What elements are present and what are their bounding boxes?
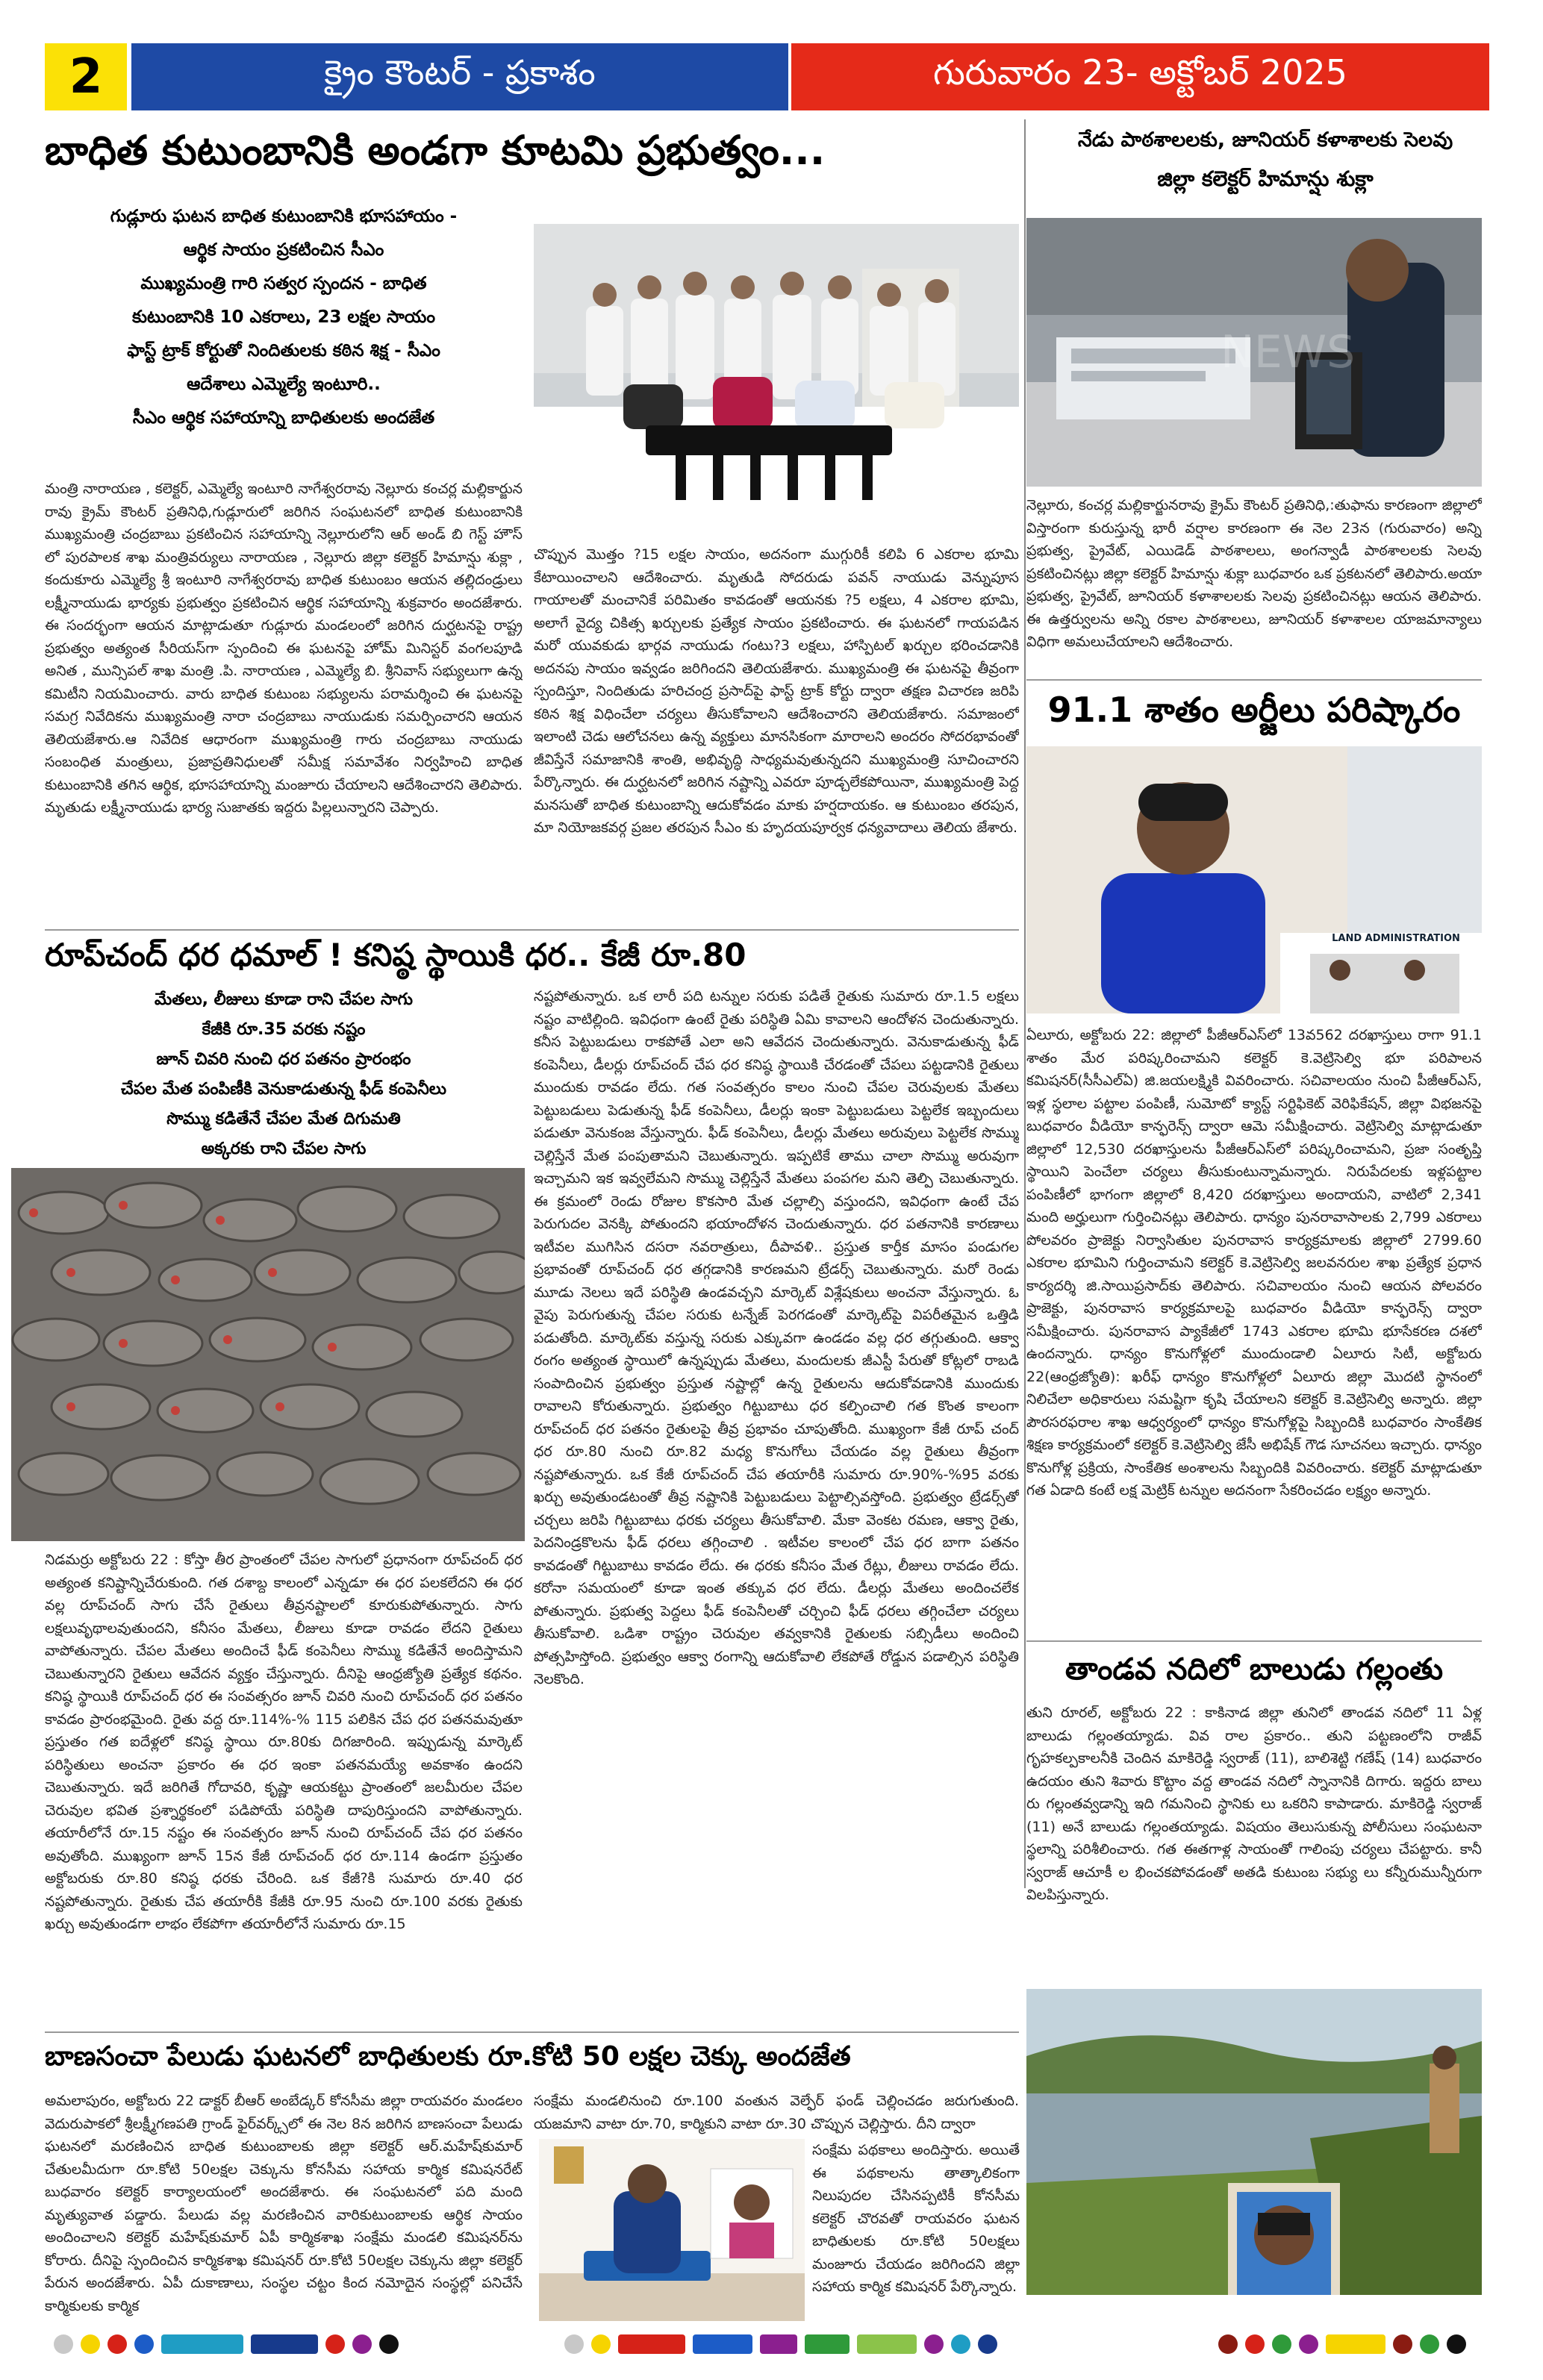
color-bar (857, 2334, 917, 2354)
story3-headline: 91.1 శాతం అర్జీలు పరిష్కారం (1047, 690, 1461, 730)
color-dot (564, 2334, 584, 2354)
story1-body-col2: చొప్పున మొత్తం ?15 లక్షల సాయం, అదనంగా ముగ్గురికీ కలిపి 6 ఎకరాల భూమి కేటాయించాలని ఆదేశించారు. మృతుడి సోదరుడు పవన్ నాయుడు వెన్నుపూస గాయాలతో మంచానికే పరిమితం కావడంతో ఆయనకు ?5 లక్షలు, 4 ఎకరాల భూమి, అలాగే వైద్య చికిత్స ఖర్చులకు ప్రత్యేక సాయం ప్రకటించారు. ఈ ఘటనలో గాయపడిన మరో యువకుడు భార్గవ నాయుడు గంటు?3 లక్షలు, హాస్పిటల్ ఖర్చుల భరించడానికి అదనపు సాయం ఇవ్వడం జరిగిందని తెలియజేశారు. ముఖ్యమంత్రి ఈ ఘటనపై తీవ్రంగా స్పందిస్తూ, నిందితుడు హరిచంద్ర ప్రసాద్‌పై ఫాస్ట్ ట్రాక్ కోర్టు ద్వారా తక్షణ విచారణ జరిపి కఠిన శిక్ష విధించేలా చర్యలు తీసుకోవాలని ఆదేశించారని తెలియజేశారు. సమాజంలో ఇలాంటి చెడు ఆలోచనలు ఉన్న వ్యక్తులు మానసికంగా మారాలని అందరం సోదరభావంతో జీవిస్తేనే సమాజానికి శాంతి, అభివృద్ధి సాధ్యమవుతున్నదని ముఖ్యమంత్రి సూచించారని పేర్కొన్నారు. ఈ దుర్ఘటనలో జరిగిన నష్టాన్ని ఎవరూ పూడ్చలేకపోయినా, ముఖ్యమంత్రి పెద్ద మనసుతో బాధిత కుటుంబాన్ని ఆదుకోవడం మాకు హర్షదాయకం. ఆ కుటుంబం తరపున, మా నియోజకవర్గ ప్రజల తరపున సీఎం కు హృదయపూర్వక ధన్యవాదాలు తెలియ జేశారు. (534, 546, 1019, 836)
newspaper-title: క్రైం కౌంటర్ - ప్రకాశం (131, 43, 788, 110)
story4-subhead: కేజీకి రూ.35 వరకు నష్టం (202, 1020, 366, 1039)
footer-color-strip-right (1218, 2334, 1466, 2354)
color-dot (1393, 2334, 1412, 2354)
story1-press-meet-photo (534, 224, 1019, 536)
color-bar (161, 2334, 243, 2354)
color-dot (1272, 2334, 1291, 2354)
story-divider (45, 2031, 1019, 2033)
color-dot (591, 2334, 611, 2354)
color-bar (805, 2334, 850, 2354)
story2-headline: నేడు పాఠశాలలకు, జూనియర్ కళాశాలకు సెలవు (1077, 128, 1453, 152)
color-bar (618, 2334, 685, 2354)
story4-subheads (45, 985, 523, 1164)
story1-subhead: సీఎం ఆర్థిక సహాయాన్ని బాధితులకు అందజేత (132, 408, 435, 428)
story4-subhead: మేతలు, లీజులు కూడా రాని చేపల సాగు (155, 990, 413, 1009)
svg-text:NEWS: NEWS (1221, 326, 1356, 378)
story3-body: ఏలూరు, అక్టోబరు 22: జిల్లాలో పీజీఆర్ఎస్‌లో 13వ562 దరఖాస్తులు రాగా 91.1 శాతం మేర పరిష్కరించామని కలెక్టర్ కె.వెట్రిసెల్వి భూ పరిపాలన కమిషనర్(సీసీఎల్ఏ) జి.జయలక్ష్మికి వివరించారు. సచివాలయం నుంచి పీజీఆర్ఎస్, ఇళ్ల స్థలాల పట్టాల పంపిణీ, సుమోటో క్యాస్ట్ సర్టిఫికెట్ వెరిఫికేషన్, జిల్లా విభజనపై బుధవారం వీడియో కాన్ఫరెన్స్ ద్వారా ఆమె సమీక్షించారు. వెట్రిసెల్వి మాట్లాడుతూ జిల్లాలో 12,530 దరఖాస్తులను పీజీఆర్ఎస్‌లో పరిష్కరించామని, ప్రజా సంతృప్తి స్థాయిని పెంచేలా చర్యలు తీసుకుంటున్నామన్నారు. నిరుపేదలకు ఇళ్లపట్టాల పంపిణీలో భాగంగా జిల్లాలో 8,420 దరఖాస్తులు అందాయని, వాటిలో 2,341 మంది అర్హులుగా గుర్తించినట్లు తెలిపారు. ధాన్యం పునరావాసాలకు 2,799 ఎకరాలు పోలవరం ప్రాజెక్టు నిర్వాసితుల పునరావాస కార్యక్రమాలకు జిల్లాలో 2799.60 ఎకరాల భూమిని గుర్తించామని కలెక్టర్ కె.వెట్రిసెల్వి జలవనరుల శాఖ ప్రత్యేక ప్రధాన కార్యదర్శి జి.సాయిప్రసాద్‌కు తెలిపారు. సచివాలయం నుంచి ఆయన పోలవరం ప్రాజెక్టు, పునరావాస కార్యక్రమాలపై బుధవారం వీడియో కాన్ఫరెన్స్ ద్వారా సమీక్షించారు. పునరావాస ప్యాకేజీలో 1743 ఎకరాల భూమి భూసేకరణ దశలో ఉందన్నారు. ధాన్యం కొనుగోళ్లలో ముందుండాలి ఏలూరు సిటీ, అక్టోబరు 22(ఆంధ్రజ్యోతి): ఖరీఫ్ ధాన్యం కొనుగోళ్లలో ఏలూరు జిల్లా మొదటి స్థానంలో నిలిచేలా అధికారులు సమష్టిగా కృషి చేయాలని కలెక్టర్ కె.వెట్రిసెల్వి అన్నారు. జిల్లా పౌరసరఫరాల శాఖ ఆధ్వర్యంలో ధాన్యం కొనుగోళ్లపై సిబ్బందికి బుధవారం సాంకేతిక శిక్షణ కార్యక్రమంలో కలెక్టర్ కె.వెట్రిసెల్వి జేసీ అభిషేక్ గౌడ సూచనలు ఇచ్చారు. ధాన్యం కొనుగోళ్ల ప్రక్రియ, సాంకేతిక అంశాలను సిబ్బందికి వివరించారు. కలెక్టర్ మాట్లాడుతూ గత ఏడాది కంటే లక్ష మెట్రిక్ టన్నుల అదనంగా సేకరించడం లక్ష్యం అన్నారు. (1026, 1027, 1482, 1499)
story1-subhead: గుడ్లూరు ఘటన బాధిత కుటుంబానికి భూసహాయం - (110, 207, 458, 226)
story4-body-col1: నిడమర్రు అక్టోబరు 22 : కోస్తా తీర ప్రాంతంలో చేపల సాగులో ప్రధానంగా రూప్‌చంద్ ధర అత్యంత కనిష్టాన్నిచేరుకుంది. గత దశాబ్ద కాలంలో ఎన్నడూ ఈ ధర పలకలేదని ఈ ధర వల్ల రూప్‌చంద్ సాగు చేసే రైతులు తీవ్రనష్టాలలో కూరుకుపోతున్నారు. సాగు లక్షలువృథాలవుతుందని, కనీసం మేతలు, లీజులు కూడా రావడం లేదని రైతులు వాపోతున్నారు. చేపల మేతలు అందించే ఫీడ్ కంపెనీలు సొమ్ము కడితేనే అందిస్తామని చెబుతున్నారని రైతులు ఆవేదన వ్యక్తం చేస్తున్నారు. దీనిపై ఆంధ్రజ్యోతి ప్రత్యేక కథనం. కనిష్ఠ స్థాయికి రూప్‌చంద్ ధర ఈ సంవత్సరం జూన్ చివరి నుంచి రూప్‌చంద్ ధర పతనం కావడం ప్రారంభమైంది. రైతు వద్ద రూ.114%-% 115 పలికిన చేప ధర పతనమవుతూ ప్రస్తుతం గత ఐదేళ్లలో కనిష్ఠ స్థాయి రూ.80కు దిగజారింది. ఇప్పుడున్న మార్కెట్ పరిస్థితులు అంచనా ప్రకారం ఈ ధర ఇంకా పతనమయ్యే అవకాశం ఉందని చెబుతున్నారు. ఇదే జరిగితే గోదావరి, కృష్ణా ఆయకట్టు ప్రాంతంలో జలమీరుల చేపల చెరువుల భవిత ప్రశ్నార్థకంలో పడిపోయే పరిస్థితి దాపురిస్తుందని వాపోతున్నారు. తయారీలోనే రూ.15 నష్టం ఈ సంవత్సరం జూన్ నుంచి రూప్‌చంద్ చేప ధర పతనం అవుతోంది. ముఖ్యంగా జూన్ 15న కేజీ రూప్‌చంద్ ధర రూ.114 ఉండగా ప్రస్తుతం అక్టోబరుకు రూ.80 కనిష్ఠ ధరకు చేరింది. ఒక కేజీ?కి సుమారు రూ.40 ధర నష్టపోతున్నారు. రైతుకు చేప తయారీకి కేజీకి రూ.95 నుంచి రూ.100 వరకు రైతుకు ఖర్చు అవుతుండగా లాభం లేకపోగా తయారీలోనే సుమారు రూ.15 (45, 1552, 523, 1932)
story1-subheads (45, 200, 523, 435)
color-dot (1420, 2334, 1439, 2354)
color-dot (1218, 2334, 1238, 2354)
story-divider (45, 929, 1019, 931)
issue-date: గురువారం 23- అక్టోబర్ 2025 (791, 43, 1489, 110)
story1-subhead: ఫాస్ట్ ట్రాక్ కోర్టుతో నిందితులకు కఠిన శిక్ష - సీఎం (127, 341, 440, 360)
story6-body-col2a: సంక్షేమ మండలినుంచి రూ.100 వంతున వెల్ఫేర్ ఫండ్ చెల్లించడం జరుగుతుంది. యజమాని వాటా రూ.70, కార్మికుని వాటా రూ.30 చొప్పున చెల్లిస్తారు. దీని ద్వారా (534, 2093, 1019, 2132)
story6-body-col1: అమలాపురం, అక్టోబరు 22 డాక్టర్ బీఆర్ అంబేడ్కర్ కోనసీమ జిల్లా రాయవరం మండలం వెదురుపాకలో శ్రీలక్ష్మీగణపతి గ్రాండ్ ఫైర్‌వర్క్స్‌లో ఈ నెల 8న జరిగిన బాణసంచా పేలుడు ఘటనలో మరణించిన బాధిత కుటుంబాలకు జిల్లా కలెక్టర్ ఆర్.మహేష్‌కుమార్ చేతులమీదుగా రూ.కోటి 50లక్షల చెక్కును కోనసీమ సహాయ కార్మిక కమిషనరేట్ బుధవారం కలెక్టర్ కార్యాలయంలో అందజేశారు. ఈ సంఘటనలో పది మంది మృత్యువాత పడ్డారు. పేలుడు వల్ల మరణించిన వారికుటుంబాలకు ఆర్థిక సాయం అందించాలని కలెక్టర్ మహేష్‌కుమార్ ఏపీ కార్మికశాఖ సంక్షేమ మండలి కమిషనర్‌ను కోరారు. దీనిపై స్పందించిన కార్మికశాఖ కమిషనర్ రూ.కోటి 50లక్షల చెక్కును జిల్లా కలెక్టర్ పేరున అందజేశారు. ఏపీ దుకాణాలు, సంస్థల చట్టం కింద నమోదైన సంస్థల్లో పనిచేసే కార్మికులకు కార్మిక (45, 2093, 523, 2314)
story2-byline: జిల్లా కలెక్టర్ హిమాన్షు శుక్లా (1157, 166, 1374, 191)
story1-headline: బాధిత కుటుంబానికి అండగా కూటమి ప్రభుత్వం... (45, 127, 826, 174)
color-dot (379, 2334, 399, 2354)
story5-river-photo (1026, 1989, 1482, 2295)
story4-headline: రూప్‌చంద్ ధర ధమాల్ ! కనిష్ఠ స్థాయికి ధర.. కేజీ రూ.80 (45, 937, 746, 973)
story6-headline: బాణసంచా పేలుడు ఘటనలో బాధితులకు రూ.కోటి 50 లక్షల చెక్కు అందజేత (45, 2041, 851, 2072)
color-bar (693, 2334, 752, 2354)
story1-subhead: కుటుంబానికి 10 ఎకరాలు, 23 లక్షల సాయం (132, 307, 435, 327)
color-dot (325, 2334, 345, 2354)
color-dot (978, 2334, 997, 2354)
story4-subhead: జూన్ చివరి నుంచి ధర పతనం ప్రారంభం (156, 1050, 411, 1069)
page-number: 2 (45, 43, 127, 110)
story2-body: నెల్లూరు, కంచర్ల మల్లికార్జునరావు క్రైమ్ కౌంటర్ ప్రతినిధి,:తుఫాను కారణంగా జిల్లాలో విస్తారంగా కురుస్తున్న భారీ వర్షాల కారణంగా ఈ నెల 23న (గురువారం) అన్ని ప్రభుత్వ, ప్రైవేట్, ఎయిడెడ్ పాఠశాలలు, అంగన్వాడీ పాఠశాలలకు సెలవు ప్రకటించినట్లు జిల్లా కలెక్టర్ హిమాన్షు శుక్లా బుధవారం ఒక ప్రకటనలో తెలిపారు.అయా ప్రభుత్వ, ప్రైవేట్, జూనియర్ కళాశాలలకు సెలవు ప్రకటించినట్లు ఆయన తెలిపారు. ఈ ఉత్తర్వులను అన్ని రకాల పాఠశాలలు, జూనియర్ కళాశాలల యాజమాన్యాలు విధిగా అమలుచేయాలని ఆదేశించారు. (1026, 497, 1482, 650)
story3-photo-caption: LAND ADMINISTRATION (1332, 933, 1460, 944)
color-dot (1299, 2334, 1318, 2354)
color-dot (951, 2334, 970, 2354)
color-dot (81, 2334, 100, 2354)
color-dot (1245, 2334, 1265, 2354)
story5-headline: తాండవ నదిలో బాలుడు గల్లంతు (1064, 1652, 1444, 1687)
footer-color-strip-center (564, 2334, 997, 2354)
story6-cheque-photo (539, 2139, 805, 2321)
story4-subhead: చేపల మేత పంపిణీకి వెనుకాడుతున్న ఫీడ్ కంపెనీలు (121, 1080, 446, 1099)
story-divider (1026, 679, 1482, 681)
color-dot (54, 2334, 73, 2354)
story2-collector-photo (1026, 218, 1482, 487)
color-dot (352, 2334, 372, 2354)
color-dot (1447, 2334, 1466, 2354)
color-dot (924, 2334, 944, 2354)
story3-video-conference-photo (1026, 746, 1482, 1013)
story6-body-col2b: సంక్షేమ పథకాలు అందిస్తారు. అయితే ఈ పథకాలను తాత్కాలికంగా నిలుపుదల చేసినప్పటికీ కోనసీమ కలెక్టర్ చొరవతో రాయవరం ఘటన బాధితులకు రూ.కోటి 50లక్షలు మంజూరు చేయడం జరిగిందని జిల్లా సహాయ కార్మిక కమిషనర్ పేర్కొన్నారు. (812, 2142, 1020, 2295)
color-bar (251, 2334, 318, 2354)
story4-body-col2: నష్టపోతున్నారు. ఒక లారీ పది టన్నుల సరుకు పడితే రైతుకు సుమారు రూ.1.5 లక్షలు నష్టం వాటిల్లింది. ఇవిధంగా ఉంటే రైతు పరిస్థితి ఏమి కావాలని ఆందోళన చెందుతున్నారు. కనీస పెట్టుబడులు రాకపోతే ఎలా అని ఆవేదన చెందుతున్నారు. వెనుకాడుతున్న ఫీడ్ కంపెనీలు, డీలర్లు రూప్‌చంద్ చేప ధర కనిష్ఠ స్థాయికి చేరడంతో చేపలు పట్టడానికి రైతులు ముందుకు రావడం లేదు. గత సంవత్సరం కాలం నుంచి చేపల చెరువులకు మేతలు పెట్టుబడులు పెడుతున్న ఫీడ్ కంపెనీలు, డీలర్లు ఇంకా పెట్టుబడులు పెట్టలేక ఇబ్బందులు పడుతూ వెనుకంజ వేస్తున్నారు. ఫీడ్ కంపెనీలు, డీలర్లు మేతలు అరువులు పెట్టలేక సొమ్ము చెల్లిస్తేనే మేత పంపుతామని చెబుతున్నారు. ఇప్పటికే తాము చాలా సొమ్ము అరువుగా ఇచ్చామని ఇక ఇవ్వలేమని సొమ్ము చెల్లిస్తేనే మేతలు పంపగల మని తెల్పి చెబుతున్నారు. ఈ క్రమంలో రెండు రోజుల కొకసారి మేత చల్లాల్సి వస్తుందని, ఇవిధంగా ఉంటే చేప పెరుగుదల వెనక్కి పోతుందని భయాందోళన చెందుతున్నారు. ధర పతనానికి కారణాలు ఇటీవల ముగిసిన దసరా నవరాత్రులు, దీపావళి.. ప్రస్తుత కార్తీక మాసం పండుగల ప్రభావంతో రూప్‌చంద్ ధర తగ్గడానికి కారణమని ట్రేడర్స్ చెబుతున్నారు. మరో రెండు మూడు నెలలు ఇదే పరిస్థితి ఉండవచ్చని మార్కెట్ విశ్లేషకులు అంచనా వేస్తున్నారు. ఓ వైపు పెరుగుతున్న చేపల సరుకు టన్నేజ్ పెరగడంతో మార్కెట్‌పై విపరీతమైన ఒత్తిడి పడుతోంది. మార్కెట్‌కు వస్తున్న సరుకు ఎక్కువగా ఉండడం వల్ల ధర తగ్గుతుంది. ఆక్వా రంగం అత్యంత స్థాయిలో ఉన్నప్పుడు మేతలు, మందులకు జీఎస్టీ పేరుతో కోట్లలో రాబడి సంపాదించిన ప్రభుత్వం ప్రస్తుత నష్టాల్లో ఉన్న రైతులను ఆదుకోవడానికి ముందుకు రావాలని కోరుతున్నారు. ప్రభుత్వం గిట్టుబాటు ధర కల్పించాలి గత కొంత కాలంగా రూప్‌చంద్ ధర పతనం రైతులపై తీవ్ర ప్రభావం చూపుతోంది. ముఖ్యంగా కేజీ రూప్ చంద్ ధర రూ.80 నుంచి రూ.82 మధ్య కొనుగోలు చేయడం వల్ల రైతులు తీవ్రంగా నష్టపోతున్నారు. ఒక కేజీ రూప్‌చంద్ చేప తయారీకి సుమారు రూ.90%-%95 వరకు ఖర్చు అవుతుండటంతో తీవ్ర నష్టానికి పెట్టుబడులు పెట్టాల్సివస్తోంది. ప్రభుత్వం ట్రేడర్స్‌తో చర్చలు జరిపి గిట్టుబాటు ధరకు చర్యలు తీసుకోవాలి. మేకా వెంకట రమణ, ఆక్వా రైతు, పెదనిండ్రకొలను ఫీడ్ ధరలు తగ్గించాలి . ఇటీవల కాలంలో చేప ధర బాగా పతనం కావడంతో గిట్టుబాటు కావడం లేదు. ఈ ధరకు కనీసం మేత రేట్లు, లీజులు రావడం లేదు. కరోనా సమయంలో కూడా ఇంత తక్కువ ధర లేదు. డీలర్లు మేతలు అందించలేక పోతున్నారు. ప్రభుత్వ పెద్దలు ఫీడ్ కంపెనీలతో చర్చించి ఫీడ్ ధరలు తగ్గించేలా చర్యలు తీసుకోవాలి. ఒడిశా రాష్ట్రం చెరువుల తవ్వకానికి రైతులకు సబ్సిడీలు అందించి పోత్సహిస్తోంది. ప్రభుత్వం ఆక్వా రంగాన్ని ఆదుకోవాలి లేకపోతే రోడ్డున పడాల్సిన పరిస్థితి నెలకొంది. (534, 988, 1019, 1687)
story1-subhead: ముఖ్యమంత్రి గారి సత్వర స్పందన - బాధిత (140, 274, 427, 293)
footer-color-strip-left (54, 2334, 399, 2354)
story5-body: తుని రూరల్, అక్టోబరు 22 : కాకినాడ జిల్లా తునిలో తాండవ నదిలో 11 ఏళ్ల బాలుడు గల్లంతయ్యాడు. వివ రాల ప్రకారం.. తుని పట్టణంలోని రాజీవ్ గృహకల్పకాలనీకి చెందిన మాకిరెడ్డి స్వరాజ్ (11), బాలిశెట్టి గణేష్ (14) బుధవారం ఉదయం తుని శివారు కొట్టాం వద్ద తాండవ నదిలో స్నానానికి దిగారు. ఇద్దరు బాలు రు గల్లంతవ్వడాన్ని ఇది గమనించి స్థానికు లు ఒకరిని కాపాడారు. మాకిరెడ్డి స్వరాజ్ (11) అనే బాలుడు గల్లంతయ్యాడు. విషయం తెలుసుకున్న పోలీసులు సంఘటనా స్థలాన్ని పరిశీలించారు. గత ఈతగాళ్ల సాయంతో గాలింపు చర్యలు చేపట్టారు. కానీ స్వరాజ్ ఆచూకీ ల భించకపోవడంతో అతడి కుటుంబ సభ్యు లు కన్నీరుమున్నీరుగా విలపిస్తున్నారు. (1026, 1705, 1482, 1903)
color-bar (760, 2334, 797, 2354)
story4-fish-photo (11, 1168, 525, 1541)
color-dot (107, 2334, 127, 2354)
story-divider (1026, 1640, 1482, 1642)
color-dot (134, 2334, 154, 2354)
story4-subhead: సొమ్ము కడితేనే చేపల మేత దిగుమతి (166, 1110, 401, 1128)
story1-subhead: ఆర్థిక సాయం ప్రకటించిన సీఎం (183, 240, 384, 260)
color-bar (1326, 2334, 1385, 2354)
column-divider (1024, 119, 1026, 1888)
story1-body-col1: మంత్రి నారాయణ , కలెక్టర్, ఎమ్మెల్యే ఇంటూరి నాగేశ్వరరావు నెల్లూరు కంచర్ల మల్లికార్జున రావు క్రైమ్ కౌంటర్ ప్రతినిధి,గుడ్లూరులో జరిగిన సంఘటనలో బాధిత కుటుంబానికి ముఖ్యమంత్రి చంద్రబాబు ప్రకటించిన సహాయాన్ని నెల్లూరులోని ఆర్ అండ్ బి గెస్ట్ హౌస్ లో పురపాలక శాఖ మంత్రివర్యులు నారాయణ , నెల్లూరు జిల్లా కలెక్టర్ హిమాన్షు శుక్లా , కందుకూరు ఎమ్మెల్యే శ్రీ ఇంటూరి నాగేశ్వరరావు బాధిత కుటుంబం ఆయన తల్లిదండ్రులు లక్ష్మీనాయుడు భార్యకు ప్రభుత్వం ప్రకటించిన ఆర్థిక సహాయాన్ని శుక్రవారం అందజేశారు. ఈ సందర్భంగా ఆయన మాట్లాడుతూ గుడ్లూరు మండలంలో జరిగిన దుర్ఘటనపై రాష్ట్ర ప్రభుత్వం అత్యంత సీరియస్‌గా స్పందించి ఈ ఘటనపై హోమ్ మినిస్టర్ వంగలపూడి అనిత , మున్సిపల్ శాఖ మంత్రి .పి. నారాయణ , ఎమ్మెల్యే బి. శ్రీనివాస్ సభ్యులుగా ఉన్న కమిటీని నియమించారు. వారు బాధిత కుటుంబ సభ్యులను పరామర్శించి ఈ ఘటనపై సమగ్ర నివేదికను ముఖ్యమంత్రి నారా చంద్రబాబు నాయుడుకు సమర్పించారని ఆయన తెలియజేశారు.ఆ నివేదిక ఆధారంగా ముఖ్యమంత్రి గారు చంద్రబాబు నాయుడు సంబంధిత మంత్రులు, ప్రజాప్రతినిధులతో సమీక్ష సమావేశం నిర్వహించి బాధిత కుటుంబానికి తగిన ఆర్థిక, భూసహాయాన్ని మంజూరు చేయాలని ఆదేశించారని తెలిపారు. మృతుడు లక్ష్మీనాయుడు భార్య సుజాతకు ఇద్దరు పిల్లలున్నారని చెప్పారు. (45, 481, 523, 816)
story4-subhead: అక్కరకు రాని చేపల సాగు (201, 1140, 367, 1158)
story1-subhead: ఆదేశాలు ఎమ్మెల్యే ఇంటూరి.. (187, 375, 381, 394)
